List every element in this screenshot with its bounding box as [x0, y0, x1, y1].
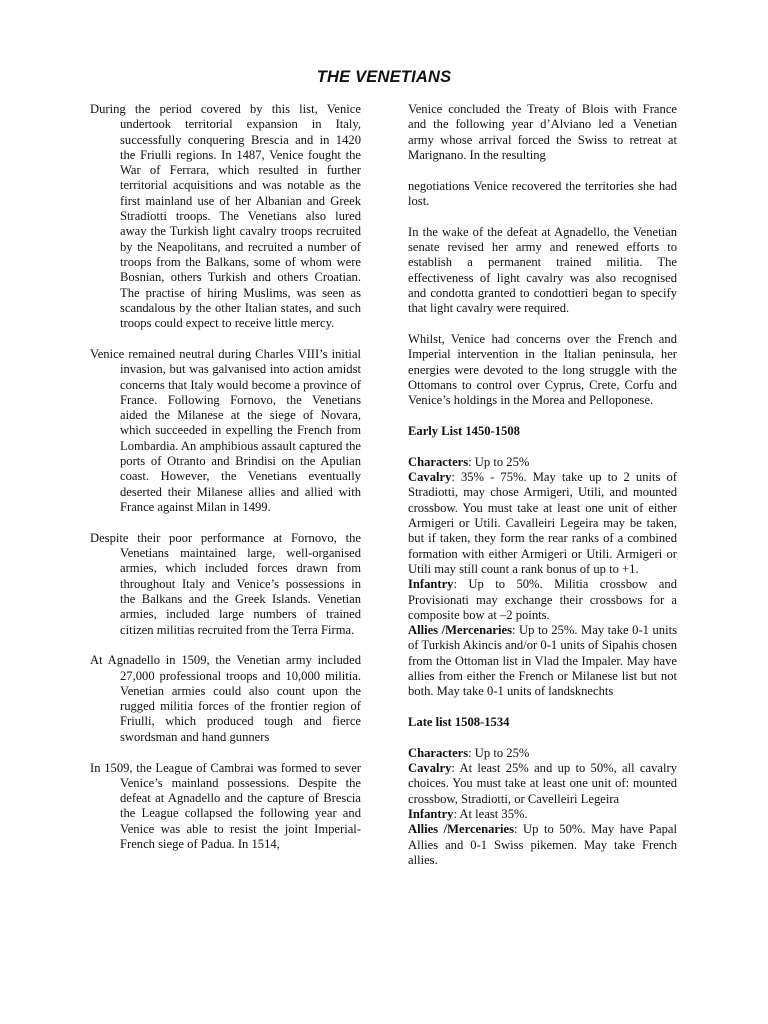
entry-label: Characters [408, 745, 469, 760]
entry-label: Infantry [408, 577, 454, 592]
late-list-allies [408, 822, 677, 868]
paragraph-army-reform: In the wake of the defeat at Agnadello, the Venetian senate revised her army and renewed efforts to establish a permanent trained militia. The effectiveness of light cavalry was also recognised and condotta granted to condottieri began to specify that light cavalry were required. [408, 224, 677, 316]
paragraph-expansion: During the period covered by this list, Venice undertook territorial expansion in Italy, successfully conquering Brescia and in 1420 the Friulli regions. In 1487, Venice fought the War of Ferrara, which resulted in further territorial acquisitions and was notable as the first mainland use of her Albanian and Greek Stradiotti troops. The Venetians also lured away the Turkish light cavalry troops recruited by the Neapolitans, and recruited a number of troops from the Balkans, some of whom were Bosnian, others Turkish and others Croatian. The practise of hiring Muslims, was seen as scandalous by the other Italian states, and such troops could expect to receive little mercy. [90, 102, 361, 331]
paragraph-treaty-of-blois: Venice concluded the Treaty of Blois with France and the following year d’Alviano led a Venetian army whose arrival forced the Swiss to retreat at Marignano. In the resulting [408, 102, 677, 162]
left-column [90, 102, 361, 868]
late-list-cavalry [408, 761, 677, 807]
entry-label: Allies /Mercenaries [408, 623, 513, 638]
early-list-infantry [408, 577, 677, 623]
paragraph-negotiations: negotiations Venice recovered the territories she had lost. [408, 178, 677, 208]
paragraph-ottomans: Whilst, Venice had concerns over the French and Imperial intervention in the Italian peninsula, her energies were devoted to the long struggle with the Ottomans to control over Cyprus, Crete, Corfu and Venice’s holdings in the Morea and Pelloponese. [408, 332, 677, 408]
early-list-cavalry [408, 470, 677, 577]
entry-text: : Up to 25% [468, 745, 530, 760]
entry-text: : Up to 50%. Militia crossbow and Provisionati may exchange their crossbows for a composite bow at –2 points. [408, 577, 677, 622]
entry-text: : Up to 25%. May take 0-1 units of Turkish Akincis and/or 0-1 units of Sipahis chosen from the Ottoman list in Vlad the Impaler. May have allies from either the French or Milanese list but not both. May take 0-1 units of landsknechts [408, 623, 677, 699]
late-list-infantry [408, 807, 677, 822]
entry-text: : At least 35%. [453, 807, 528, 822]
early-list-heading: Early List 1450-1508 [408, 424, 520, 439]
paragraph-charles-viii: Venice remained neutral during Charles VIII’s initial invasion, but was galvanised into action amidst concerns that Italy would become a province of France. Following Fornovo, the Venetians aided the Milanese at the siege of Novara, which succeeded in expelling the French from Lombardia. An amphibious assault captured the ports of Otranto and Brindisi on the Apulian coast. However, the Venetians eventually deserted their Milanese allies and allied with France against Milan in 1499. [90, 346, 361, 514]
paragraph-fornovo: Despite their poor performance at Fornovo, the Venetians maintained large, well-organised armies, which included forces drawn from throughout Italy and Venice’s possessions in the Balkans and the Greek Islands. Venetian armies, included large numbers of trained citizen militias recruited from the Terra Firma. [90, 530, 361, 637]
entry-label: Allies /Mercenaries [408, 822, 515, 837]
late-list-heading: Late list 1508-1534 [408, 715, 510, 730]
entry-text: : Up to 25% [468, 454, 530, 469]
entry-label: Infantry [408, 807, 454, 822]
right-column [408, 102, 677, 868]
entry-label: Cavalry [408, 470, 452, 485]
paragraph-agnadello: At Agnadello in 1509, the Venetian army included 27,000 professional troops and 10,000 militia. Venetian armies could also count upon the rugged militia forces of the frontier region of Friulli, which produced tough and fierce swordsman and hand gunners [90, 653, 361, 744]
paragraph-league-of-cambrai: In 1509, the League of Cambrai was formed to sever Venice’s mainland possessions. Despite the defeat at Agnadello and the capture of Brescia the League collapsed the following year and Venice was able to resist the joint Imperial-French siege of Padua. In 1514, [90, 760, 361, 852]
entry-text: : 35% - 75%. May take up to 2 units of Stradiotti, may chose Armigeri, Utili, and mounted crossbow. You must take at least one unit of either Armigeri or Utili. Cavalleiri Legeira may be taken, but if taken, they form the rear ranks of a combined formation with either Armigeri or Utili. Armigeri or Utili may still count a rank bonus of up to +1. [408, 470, 677, 576]
entry-label: Characters [408, 454, 469, 469]
early-list-characters [408, 455, 677, 470]
page-title: THE VENETIANS [316, 68, 452, 86]
entry-text: : Up to 50%. May have Papal Allies and 0-1 Swiss pikemen. May take French allies. [408, 822, 677, 867]
entry-label: Cavalry [408, 761, 452, 776]
early-list-allies [408, 623, 677, 699]
entry-text: : At least 25% and up to 50%, all cavalry choices. You must take at least one unit of: mounted crossbow, Stradiotti, or Cavelleiri Legeira [408, 761, 677, 806]
late-list-characters [408, 746, 677, 761]
